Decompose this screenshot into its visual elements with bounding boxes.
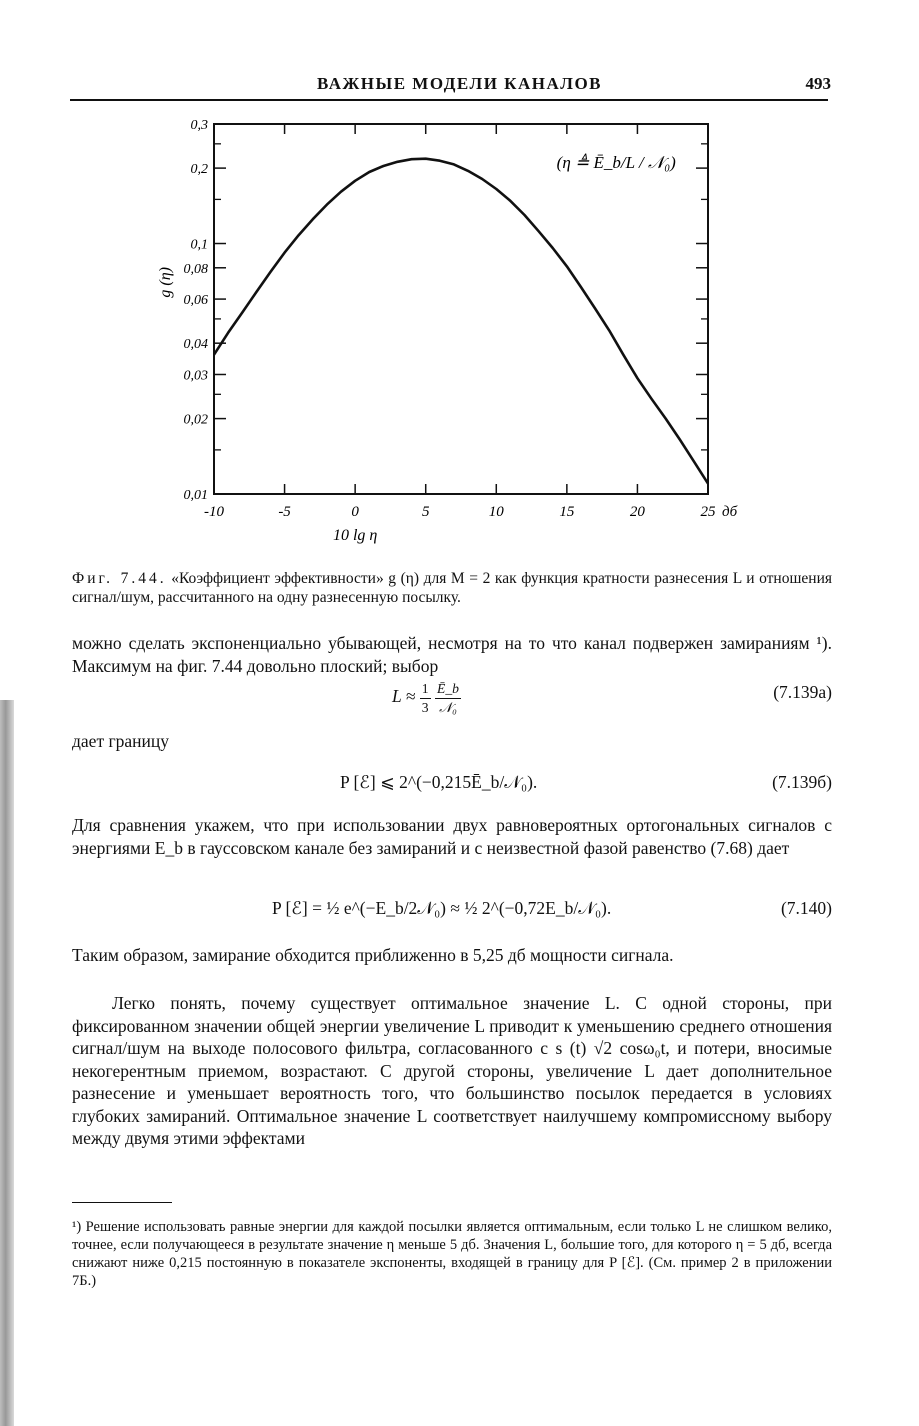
equation-7-140 [72,898,832,928]
x-tick-label: 20 [629,504,645,520]
header-rule [70,99,828,101]
series-line-g-eta [214,159,708,484]
y-tick-label: 0,3 [190,118,208,133]
x-tick-label: 0 [351,504,359,520]
figure-caption [72,569,832,607]
equation-7-139b [72,772,832,802]
x-tick-label: -10 [204,504,224,520]
x-tick-label: 25 [700,504,716,520]
paragraph-1: можно сделать экспоненциально убывающей, несмотря на то что канал подвержен замираниям ¹). Максимум на фиг. 7.44 довольно плоский; выбор [72,633,832,676]
x-tick-label: -5 [278,504,291,520]
paragraph-2: дает границу [72,731,170,751]
x-tick-label: 15 [559,504,575,520]
eq-a-frac-1 [420,682,431,714]
y-tick-label: 0,03 [183,368,208,384]
y-tick-label: 0,02 [183,412,208,428]
eq-a-num-1: 1 [420,682,431,699]
page-number: 493 [805,74,831,93]
paragraph-4: Таким образом, замирание обходится приближенно в 5,25 дб мощности сигнала. [72,945,674,965]
running-header: ВАЖНЫЕ МОДЕЛИ КАНАЛОВ [316,74,603,93]
equation-7-139a [72,681,832,715]
figure-7-44-chart [150,118,790,558]
y-tick-label: 0,1 [190,237,208,253]
y-tick-label: 0,08 [183,261,208,277]
eq-b-number: (7.139б) [772,772,832,792]
plot-frame [214,124,708,494]
footnote: ¹) Решение использовать равные энергии для каждой посылки является оптимальным, если только L не слишком велико, точнее, если получающееся в результате значение η меньше 5 дб. Значения L, большие того, для которого η = 5 дб, всегда снижают ниже 0,215 постоянную в показателе экспоненты, входящей в границу для P [ℰ]. (См. пример 2 в приложении 7Б.) [72,1219,832,1289]
eq-a-frac-2 [435,682,461,714]
y-tick-label: 0,06 [183,293,208,309]
eq-a-number: (7.139a) [773,682,832,702]
eq-b-expr: P [ℰ] ⩽ 2^(−0,215Ē_b/𝒩₀). [340,772,538,792]
eq-a-den-1: 3 [421,699,429,715]
caption-label: Фиг. 7.44. [72,570,167,587]
x-tick-label: 5 [421,504,430,520]
book-spine-shadow [0,700,14,1426]
y-tick-label: 0,04 [183,337,208,353]
eq-a-den-2: 𝒩₀ [439,699,457,715]
eq-c-number: (7.140) [780,898,832,918]
paragraph-5: Легко понять, почему существует оптимальное значение L. С одной стороны, при фиксированном значении общей энергии увеличение L приводит к уменьшению среднего отношения сигнал/шум на выходе полосового фильтра, согласованного с s (t) √2 cosω₀t, и потери, вносимые некогерентным приемом, возрастают. С другой стороны, увеличение L дает дополнительное разнесение и уменьшает вероятность того, что большинство посылок передается в условиях глубоких замираний. Оптимальное значение L соответствует наилучшему компромиссному выбору между двумя этими эффектами [72,993,832,1148]
x-tick-label: 10 [488,504,504,520]
footnote-rule [72,1202,172,1203]
eq-a-num-2: Ē_b [435,682,461,699]
y-tick-label: 0,01 [183,488,208,503]
y-axis-label: g (η) [157,267,174,298]
x-unit-label: дб [722,504,738,520]
equation-7-139a-body [392,682,461,714]
x-axis-label: 10 lg η [332,527,378,544]
chart-annotation: (η ≜ Ē_b/L / 𝒩₀) [556,153,676,173]
caption-text: «Коэффициент эффективности» g (η) для M = 2 как функция кратности разнесения L и отношения сигнал/шум, рассчитанного на одну разнесенную посылку. [72,570,833,606]
paragraph-3: Для сравнения укажем, что при использовании двух равновероятных ортогональных сигналов с энергиями E_b в гауссовском канале без замираний и с неизвестной фазой равенство (7.68) дает [72,815,832,858]
y-tick-label: 0,2 [190,162,208,178]
eq-c-expr: P [ℰ] = ½ e^(−E_b/2𝒩₀) ≈ ½ 2^(−0,72E_b/𝒩₀). [272,898,612,918]
eq-a-lhs: L ≈ [392,686,416,707]
